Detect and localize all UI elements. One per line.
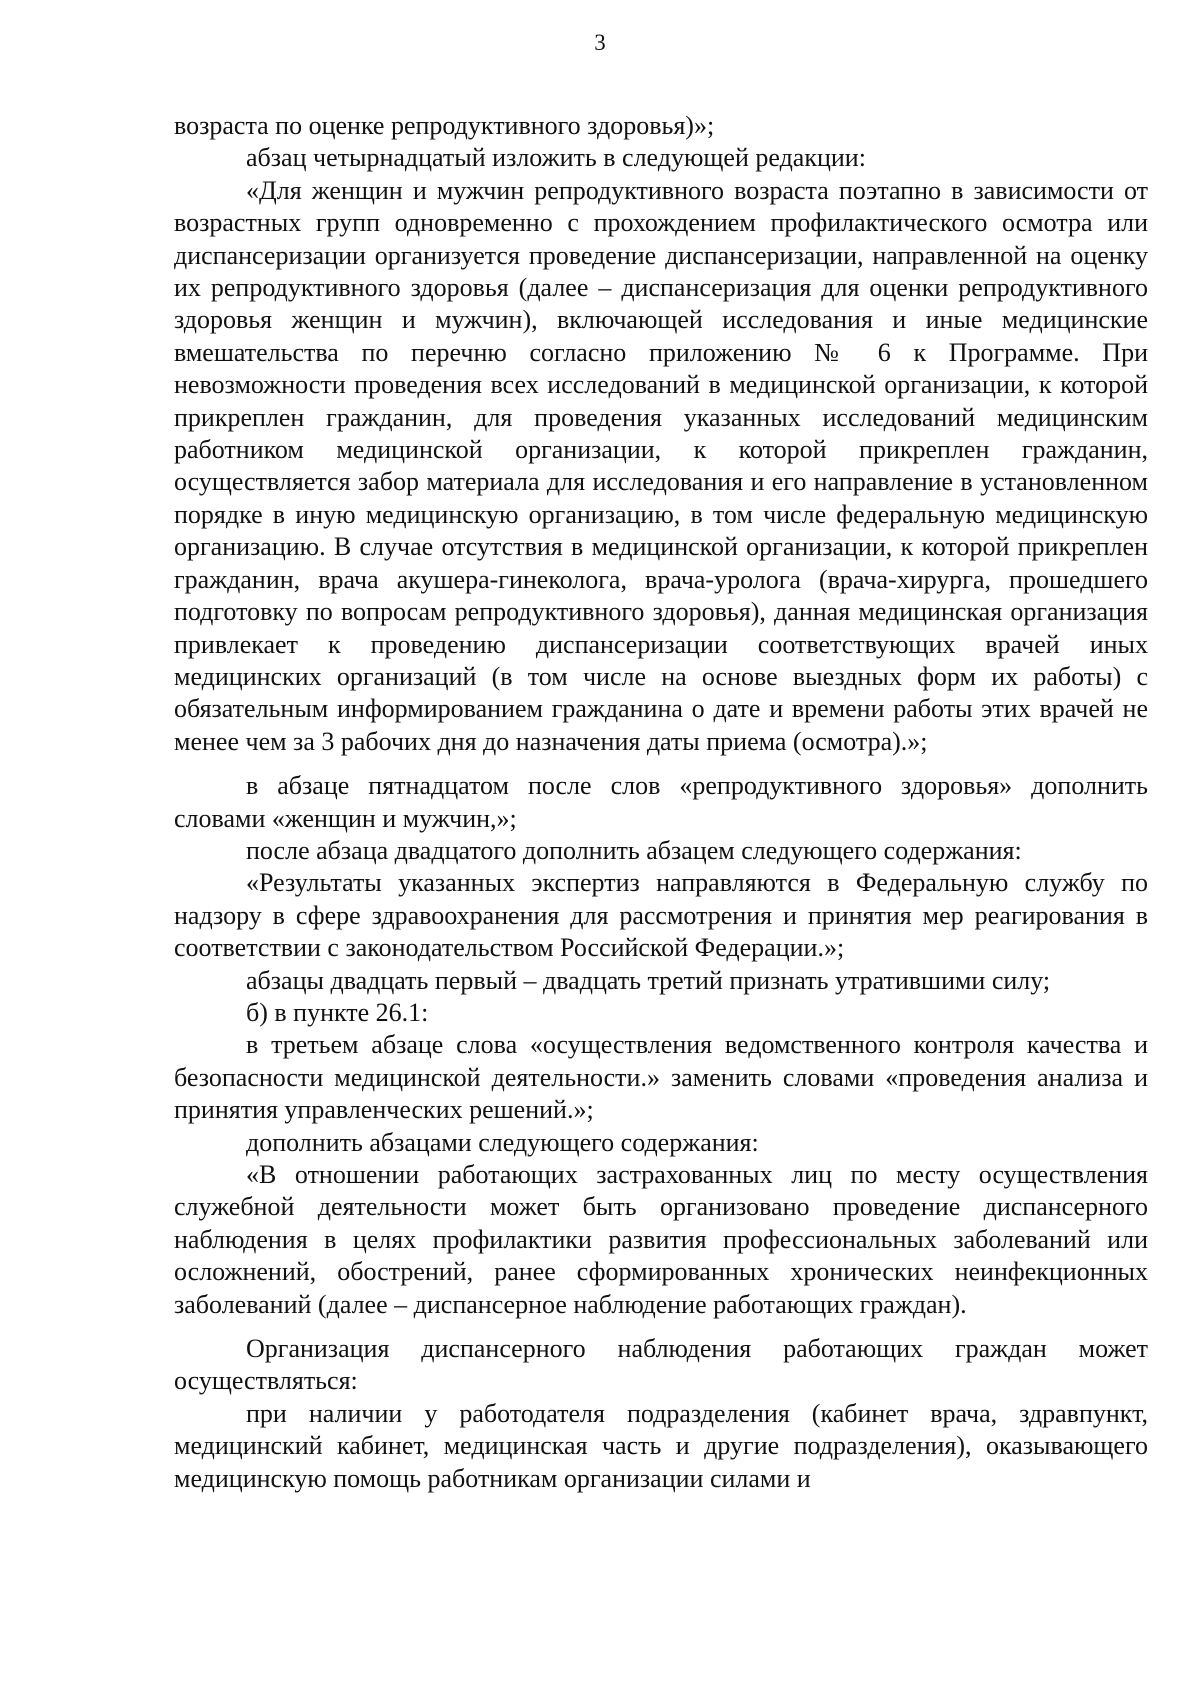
paragraph-third-abzac: в третьем абзаце слова «осуществления ведомственного контроля качества и безопасности медицинской деятельности.» заменить словами «проведения анализа и принятия управленческих решений.»; (174, 1030, 1148, 1125)
paragraph-organization: Организация диспансерного наблюдения работающих граждан может осуществляться: (174, 1334, 1148, 1396)
page-number: 3 (594, 30, 606, 55)
paragraph-quoted-text-20: «Результаты указанных экспертиз направляются в Федеральную службу по надзору в сфере здравоохранения для рассмотрения и принятия мер реагирования в соответствии с законодательством Российской Федерации.»; (174, 868, 1148, 963)
paragraph-employer-subdivision: при наличии у работодателя подразделения (кабинет врача, здравпункт, медицинский кабинет, медицинская часть и другие подразделения), оказывающего медицинскую помощь работникам организации силами и (174, 1398, 1148, 1493)
paragraph-amendment-20: после абзаца двадцатого дополнить абзацем следующего содержания: (246, 835, 1022, 865)
paragraph-amendment-15: в абзаце пятнадцатом после слов «репродуктивного здоровья» дополнить словами «женщин и мужчин,»; (174, 771, 1148, 833)
paragraph-repeal-21-23: абзацы двадцать первый – двадцать третий признать утратившими силу; (246, 965, 1051, 995)
paragraph-quoted-working-citizens: «В отношении работающих застрахованных лиц по месту осуществления служебной деятельности может быть организовано проведение диспансерного наблюдения в целях профилактики развития профессиональных заболеваний или осложнений, обострений, ранее сформированных хронических неинфекционных заболеваний (далее – диспансерное наблюдение работающих граждан). (174, 1160, 1148, 1319)
paragraph-quoted-text-14: «Для женщин и мужчин репродуктивного возраста поэтапно в зависимости от возрастных групп одновременно с прохождением профилактического осмотра или диспансеризации организуется проведение диспансеризации, направленной на оценку их репродуктивного здоровья (далее – диспансеризация для оценки репродуктивного здоровья женщин и мужчин), включающей исследования и иные медицинские вмешательства по перечню согласно приложению № 6 к Программе. При невозможности проведения всех исследований в медицинской организации, к которой прикреплен гражданин, для проведения указанных исследований медицинским работником медицинской организации, к которой прикреплен гражданин, осуществляется забор материала для исследования и его направление в установленном порядке в иную медицинскую организацию, в том числе федеральную медицинскую организацию. В случае отсутствия в медицинской организации, к которой прикреплен гражданин, врача акушера-гинеколога, врача-уролога (врача-хирурга, прошедшего подготовку по вопросам репродуктивного здоровья), данная медицинская организация привлекает к проведению диспансеризации соответствующих врачей иных медицинских организаций (в том числе на основе выездных форм их работы) с обязательным информированием гражданина о дате и времени работы этих врачей не менее чем за 3 рабочих дня до назначения даты приема (осмотра).»; (174, 175, 1148, 756)
document-body (174, 110, 1148, 1495)
paragraph-amendment-14: абзац четырнадцатый изложить в следующей редакции: (246, 143, 866, 173)
paragraph-continuation: возраста по оценке репродуктивного здоровья)»; (174, 111, 715, 140)
paragraph-add-abzacs: дополнить абзацами следующего содержания: (246, 1127, 759, 1157)
paragraph-subitem-b: б) в пункте 26.1: (246, 997, 429, 1027)
